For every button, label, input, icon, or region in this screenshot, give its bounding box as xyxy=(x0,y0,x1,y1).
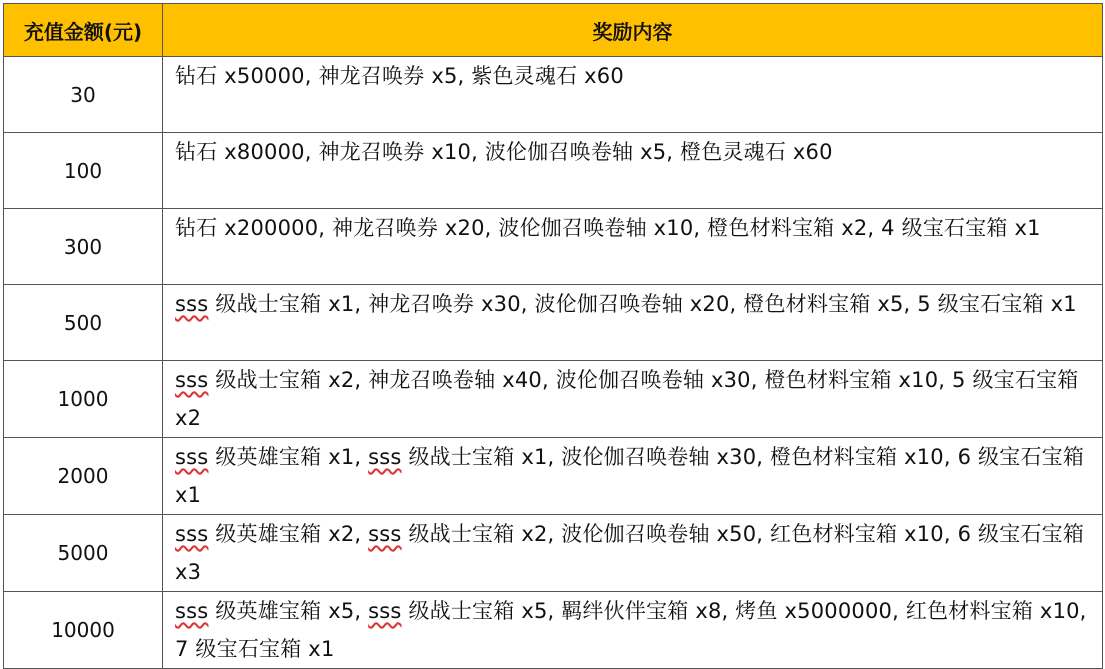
amount-cell: 1000 xyxy=(4,361,163,438)
amount-cell: 2000 xyxy=(4,438,163,515)
content-text: 级英雄宝箱 x2, xyxy=(208,522,369,546)
content-text: 级战士宝箱 x1, 波伦伽召唤卷轴 x30, 橙色材料宝箱 x10, 6 级宝石宝箱 x1 xyxy=(175,445,1085,507)
content-text: 钻石 x200000, 神龙召唤券 x20, 波伦伽召唤卷轴 x10, 橙色材料宝箱 x2, 4 级宝石宝箱 x1 xyxy=(175,216,1041,240)
sss-term: sss xyxy=(175,292,209,316)
sss-term: sss xyxy=(175,445,209,469)
table-body xyxy=(4,57,1103,669)
table-row xyxy=(4,361,1103,438)
content-cell xyxy=(163,592,1103,669)
reward-table xyxy=(3,3,1103,669)
table-row xyxy=(4,438,1103,515)
content-text: 级英雄宝箱 x1, xyxy=(208,445,369,469)
table-row xyxy=(4,592,1103,669)
amount-cell: 5000 xyxy=(4,515,163,592)
sss-term: sss xyxy=(175,522,209,546)
amount-cell: 10000 xyxy=(4,592,163,669)
content-cell xyxy=(163,361,1103,438)
content-text: 级英雄宝箱 x5, xyxy=(208,599,369,623)
content-cell xyxy=(163,209,1103,285)
sss-term: sss xyxy=(175,599,209,623)
content-text: 级战士宝箱 x1, 神龙召唤券 x30, 波伦伽召唤卷轴 x20, 橙色材料宝箱 x5, 5 级宝石宝箱 x1 xyxy=(208,292,1077,316)
sss-term: sss xyxy=(175,368,209,392)
table-row xyxy=(4,285,1103,361)
table-row xyxy=(4,57,1103,133)
header-content: 奖励内容 xyxy=(163,4,1103,57)
content-cell xyxy=(163,285,1103,361)
table-row xyxy=(4,209,1103,285)
sss-term: sss xyxy=(368,445,402,469)
amount-cell: 500 xyxy=(4,285,163,361)
content-text: 级战士宝箱 x2, 波伦伽召唤卷轴 x50, 红色材料宝箱 x10, 6 级宝石宝箱 x3 xyxy=(175,522,1085,584)
content-cell xyxy=(163,57,1103,133)
amount-cell: 30 xyxy=(4,57,163,133)
content-text: 级战士宝箱 x5, 羁绊伙伴宝箱 x8, 烤鱼 x5000000, 红色材料宝箱 x10, 7 级宝石宝箱 x1 xyxy=(175,599,1087,661)
content-cell xyxy=(163,133,1103,209)
content-text: 级战士宝箱 x2, 神龙召唤卷轴 x40, 波伦伽召唤卷轴 x30, 橙色材料宝箱 x10, 5 级宝石宝箱 x2 xyxy=(175,368,1079,430)
sss-term: sss xyxy=(368,522,402,546)
content-cell xyxy=(163,438,1103,515)
content-cell xyxy=(163,515,1103,592)
header-amount: 充值金额(元) xyxy=(4,4,163,57)
content-text: 钻石 x50000, 神龙召唤券 x5, 紫色灵魂石 x60 xyxy=(175,64,624,88)
table-row xyxy=(4,515,1103,592)
amount-cell: 100 xyxy=(4,133,163,209)
content-text: 钻石 x80000, 神龙召唤券 x10, 波伦伽召唤卷轴 x5, 橙色灵魂石 x60 xyxy=(175,140,833,164)
amount-cell: 300 xyxy=(4,209,163,285)
header-row xyxy=(4,4,1103,57)
sss-term: sss xyxy=(368,599,402,623)
table-row xyxy=(4,133,1103,209)
